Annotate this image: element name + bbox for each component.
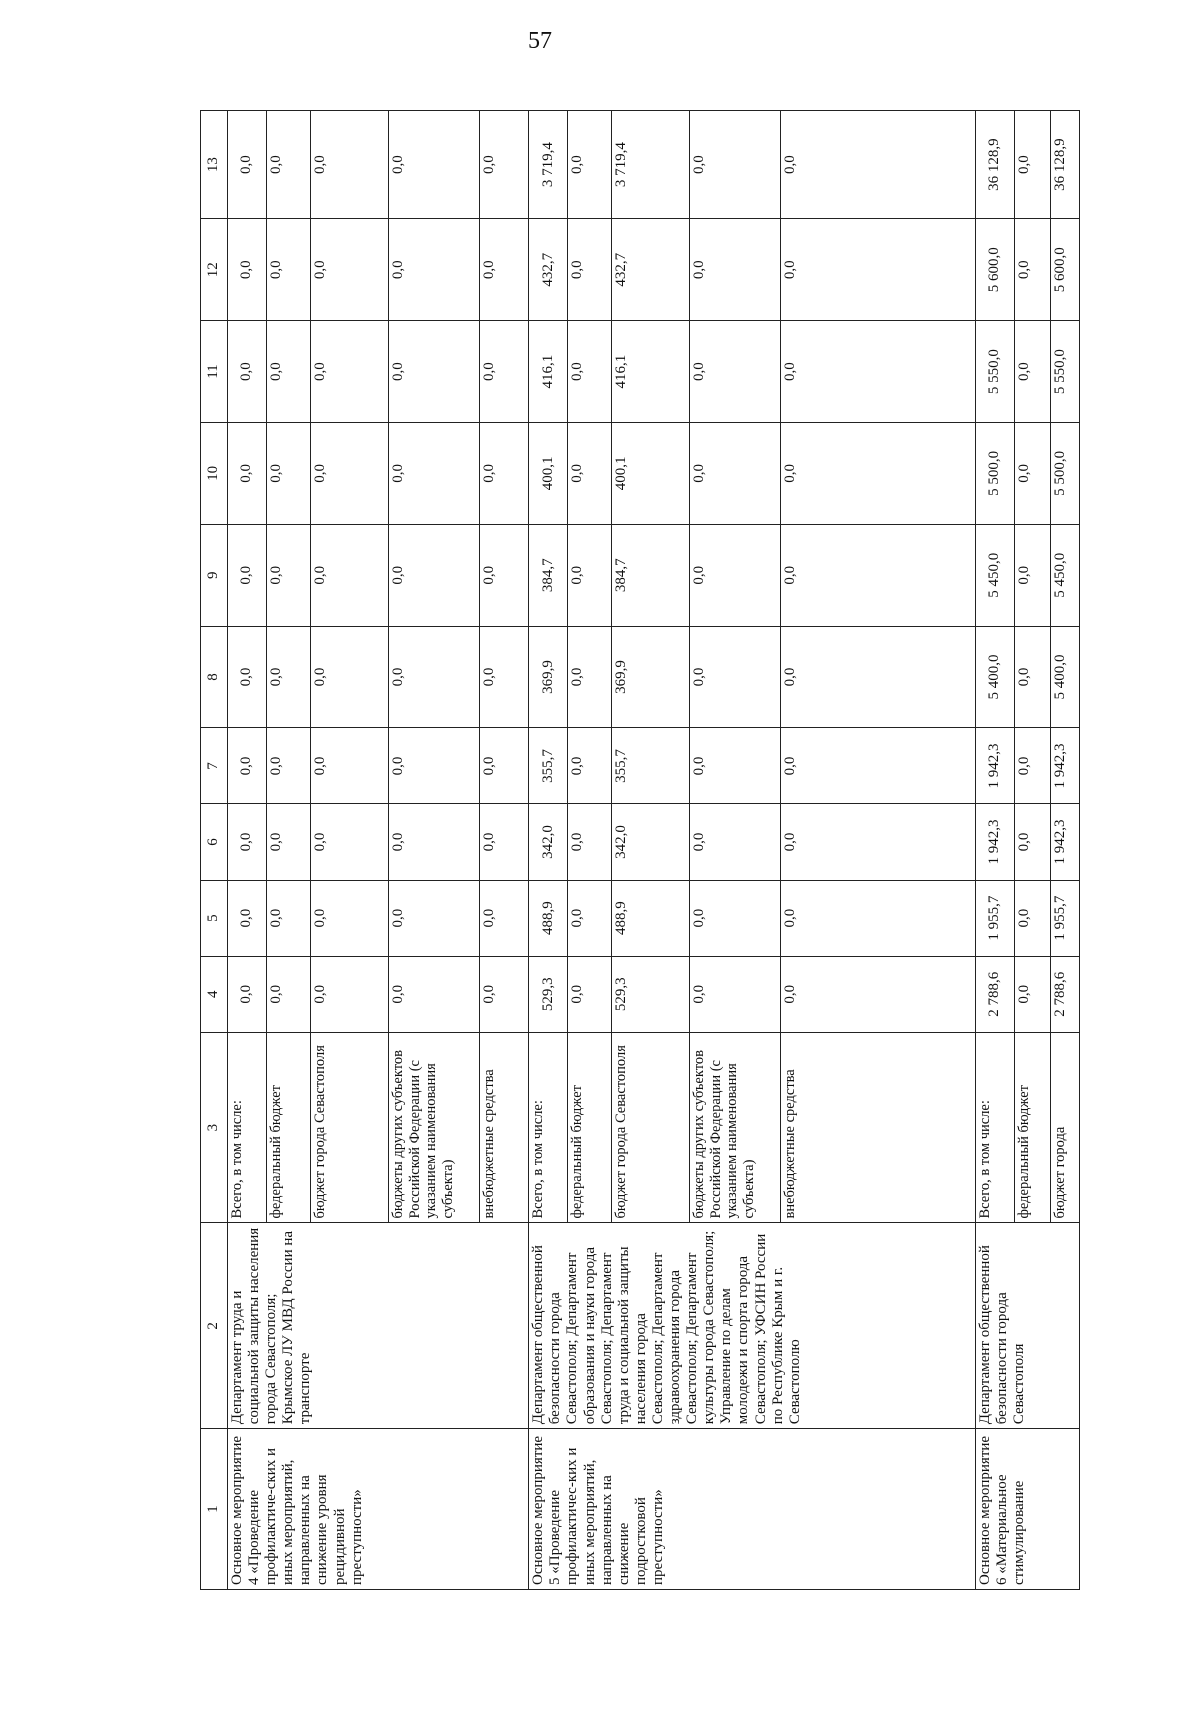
value-cell: 3 719,4: [529, 111, 568, 219]
activity-cell: Основное мероприятие 4 «Проведение профилактиче-ских и иных мероприятий, направленных на снижение уровня рецидивной преступности»: [228, 1429, 529, 1590]
column-header: 12: [201, 219, 228, 321]
value-cell: 0,0: [690, 956, 781, 1032]
value-cell: 0,0: [266, 219, 310, 321]
header-row: [201, 111, 228, 1590]
value-cell: 5 400,0: [976, 626, 1015, 728]
value-cell: 0,0: [1014, 524, 1050, 626]
rotated-table-container: [200, 110, 1080, 1590]
value-cell: 5 450,0: [1051, 524, 1080, 626]
value-cell: 0,0: [479, 880, 528, 956]
value-cell: 0,0: [389, 422, 480, 524]
value-cell: 432,7: [529, 219, 568, 321]
value-cell: 2 788,6: [1051, 956, 1080, 1032]
value-cell: 342,0: [529, 804, 568, 880]
value-cell: 432,7: [612, 219, 690, 321]
value-cell: 0,0: [568, 728, 612, 804]
value-cell: 0,0: [389, 880, 480, 956]
funding-source-cell: федеральный бюджет: [568, 1032, 612, 1223]
value-cell: 1 955,7: [976, 880, 1015, 956]
value-cell: 36 128,9: [976, 111, 1015, 219]
value-cell: 0,0: [1014, 321, 1050, 423]
value-cell: 0,0: [266, 422, 310, 524]
column-header: 11: [201, 321, 228, 423]
value-cell: 1 942,3: [1051, 728, 1080, 804]
value-cell: 0,0: [781, 219, 976, 321]
value-cell: 0,0: [1014, 626, 1050, 728]
funding-source-cell: внебюджетные средства: [781, 1032, 976, 1223]
value-cell: 0,0: [266, 111, 310, 219]
executors-cell: Департамент общественной безопасности города Севастополя; Департамент образования и науки города Севастополя; Департамент труда и социальной защиты населения города Севастополя; Департамент здравоохранения города Севастополя; Департамент культуры города Севастополя; Управление по делам молодежи и спорта города Севастополя; УФСИН России по Республике Крым и г. Севастополю: [529, 1223, 976, 1429]
value-cell: 0,0: [389, 321, 480, 423]
value-cell: 0,0: [389, 728, 480, 804]
funding-source-cell: бюджет города: [1051, 1032, 1080, 1223]
budget-table: [200, 110, 1080, 1590]
value-cell: 0,0: [311, 219, 389, 321]
column-header: 8: [201, 626, 228, 728]
column-header: 9: [201, 524, 228, 626]
value-cell: 0,0: [266, 804, 310, 880]
value-cell: 2 788,6: [976, 956, 1015, 1032]
value-cell: 0,0: [228, 111, 267, 219]
value-cell: 0,0: [389, 804, 480, 880]
value-cell: 0,0: [311, 880, 389, 956]
value-cell: 0,0: [568, 111, 612, 219]
value-cell: 369,9: [529, 626, 568, 728]
value-cell: 0,0: [690, 111, 781, 219]
funding-source-cell: бюджет города Севастополя: [612, 1032, 690, 1223]
value-cell: 0,0: [228, 804, 267, 880]
value-cell: 0,0: [389, 524, 480, 626]
value-cell: 416,1: [612, 321, 690, 423]
value-cell: 5 450,0: [976, 524, 1015, 626]
table-body: [228, 111, 1080, 1590]
activity-cell: Основное мероприятие 6 «Материальное стимулирование: [976, 1429, 1080, 1590]
funding-source-cell: бюджет города Севастополя: [311, 1032, 389, 1223]
value-cell: 0,0: [781, 728, 976, 804]
value-cell: 3 719,4: [612, 111, 690, 219]
funding-source-cell: внебюджетные средства: [479, 1032, 528, 1223]
value-cell: 0,0: [228, 626, 267, 728]
value-cell: 0,0: [311, 804, 389, 880]
value-cell: 384,7: [612, 524, 690, 626]
value-cell: 488,9: [529, 880, 568, 956]
value-cell: 0,0: [479, 111, 528, 219]
value-cell: 400,1: [612, 422, 690, 524]
column-header: 1: [201, 1429, 228, 1590]
value-cell: 1 942,3: [976, 728, 1015, 804]
funding-source-cell: Всего, в том числе:: [976, 1032, 1015, 1223]
value-cell: 0,0: [781, 880, 976, 956]
value-cell: 355,7: [612, 728, 690, 804]
funding-source-cell: Всего, в том числе:: [529, 1032, 568, 1223]
table-row: [529, 111, 568, 1590]
funding-source-cell: федеральный бюджет: [266, 1032, 310, 1223]
value-cell: 0,0: [781, 321, 976, 423]
funding-source-cell: федеральный бюджет: [1014, 1032, 1050, 1223]
value-cell: 0,0: [479, 524, 528, 626]
funding-source-cell: бюджеты других субъектов Российской Федерации (с указанием наименования субъекта): [389, 1032, 480, 1223]
value-cell: 0,0: [228, 524, 267, 626]
value-cell: 0,0: [781, 422, 976, 524]
value-cell: 0,0: [479, 626, 528, 728]
column-header: 4: [201, 956, 228, 1032]
value-cell: 0,0: [568, 956, 612, 1032]
value-cell: 0,0: [228, 321, 267, 423]
value-cell: 0,0: [568, 321, 612, 423]
column-header: 6: [201, 804, 228, 880]
value-cell: 0,0: [266, 524, 310, 626]
value-cell: 355,7: [529, 728, 568, 804]
value-cell: 0,0: [266, 728, 310, 804]
value-cell: 0,0: [690, 804, 781, 880]
value-cell: 5 550,0: [976, 321, 1015, 423]
value-cell: 529,3: [612, 956, 690, 1032]
page-number: 57: [528, 28, 552, 54]
table-row: [976, 111, 1015, 1590]
value-cell: 0,0: [389, 626, 480, 728]
value-cell: 5 400,0: [1051, 626, 1080, 728]
value-cell: 0,0: [1014, 880, 1050, 956]
value-cell: 0,0: [479, 321, 528, 423]
value-cell: 0,0: [690, 626, 781, 728]
value-cell: 0,0: [389, 111, 480, 219]
value-cell: 416,1: [529, 321, 568, 423]
value-cell: 0,0: [228, 422, 267, 524]
value-cell: 0,0: [311, 422, 389, 524]
executors-cell: Департамент общественной безопасности города Севастополя: [976, 1223, 1080, 1429]
value-cell: 5 500,0: [976, 422, 1015, 524]
value-cell: 0,0: [1014, 728, 1050, 804]
value-cell: 1 955,7: [1051, 880, 1080, 956]
value-cell: 0,0: [568, 422, 612, 524]
funding-source-cell: Всего, в том числе:: [228, 1032, 267, 1223]
value-cell: 0,0: [781, 111, 976, 219]
value-cell: 488,9: [612, 880, 690, 956]
value-cell: 0,0: [781, 804, 976, 880]
value-cell: 0,0: [311, 524, 389, 626]
column-header: 2: [201, 1223, 228, 1429]
column-header: 3: [201, 1032, 228, 1223]
value-cell: 1 942,3: [1051, 804, 1080, 880]
value-cell: 0,0: [568, 626, 612, 728]
value-cell: 0,0: [311, 111, 389, 219]
column-header: 13: [201, 111, 228, 219]
value-cell: 0,0: [228, 728, 267, 804]
value-cell: 0,0: [266, 880, 310, 956]
value-cell: 0,0: [568, 524, 612, 626]
value-cell: 0,0: [389, 219, 480, 321]
value-cell: 0,0: [479, 804, 528, 880]
column-header: 10: [201, 422, 228, 524]
value-cell: 0,0: [781, 524, 976, 626]
value-cell: 0,0: [479, 422, 528, 524]
value-cell: 369,9: [612, 626, 690, 728]
value-cell: 0,0: [1014, 111, 1050, 219]
value-cell: 0,0: [311, 321, 389, 423]
value-cell: 0,0: [690, 524, 781, 626]
value-cell: 400,1: [529, 422, 568, 524]
value-cell: 0,0: [479, 956, 528, 1032]
value-cell: 1 942,3: [976, 804, 1015, 880]
value-cell: 0,0: [781, 626, 976, 728]
value-cell: 0,0: [266, 956, 310, 1032]
value-cell: 36 128,9: [1051, 111, 1080, 219]
value-cell: 0,0: [228, 219, 267, 321]
value-cell: 0,0: [311, 956, 389, 1032]
value-cell: 5 600,0: [976, 219, 1015, 321]
value-cell: 0,0: [479, 219, 528, 321]
column-header: 7: [201, 728, 228, 804]
value-cell: 0,0: [690, 880, 781, 956]
executors-cell: Департамент труда и социальной защиты населения города Севастополя; Крымское ЛУ МВД России на транспорте: [228, 1223, 529, 1429]
table-row: [228, 111, 267, 1590]
value-cell: 0,0: [690, 728, 781, 804]
funding-source-cell: бюджеты других субъектов Российской Федерации (с указанием наименования субъекта): [690, 1032, 781, 1223]
value-cell: 0,0: [690, 422, 781, 524]
value-cell: 529,3: [529, 956, 568, 1032]
value-cell: 5 500,0: [1051, 422, 1080, 524]
value-cell: 0,0: [1014, 804, 1050, 880]
value-cell: 0,0: [781, 956, 976, 1032]
value-cell: 0,0: [1014, 422, 1050, 524]
value-cell: 0,0: [690, 219, 781, 321]
value-cell: 0,0: [568, 219, 612, 321]
value-cell: 0,0: [228, 880, 267, 956]
value-cell: 0,0: [389, 956, 480, 1032]
value-cell: 0,0: [690, 321, 781, 423]
value-cell: 0,0: [311, 728, 389, 804]
value-cell: 0,0: [479, 728, 528, 804]
value-cell: 0,0: [1014, 219, 1050, 321]
value-cell: 5 550,0: [1051, 321, 1080, 423]
value-cell: 342,0: [612, 804, 690, 880]
value-cell: 0,0: [266, 321, 310, 423]
activity-cell: Основное мероприятие 5 «Проведение профилактичес-ких и иных мероприятий, направленных на снижение подростковой преступности»: [529, 1429, 976, 1590]
value-cell: 0,0: [568, 804, 612, 880]
value-cell: 0,0: [311, 626, 389, 728]
value-cell: 0,0: [266, 626, 310, 728]
value-cell: 384,7: [529, 524, 568, 626]
column-header: 5: [201, 880, 228, 956]
value-cell: 0,0: [568, 880, 612, 956]
value-cell: 0,0: [1014, 956, 1050, 1032]
value-cell: 0,0: [228, 956, 267, 1032]
value-cell: 5 600,0: [1051, 219, 1080, 321]
